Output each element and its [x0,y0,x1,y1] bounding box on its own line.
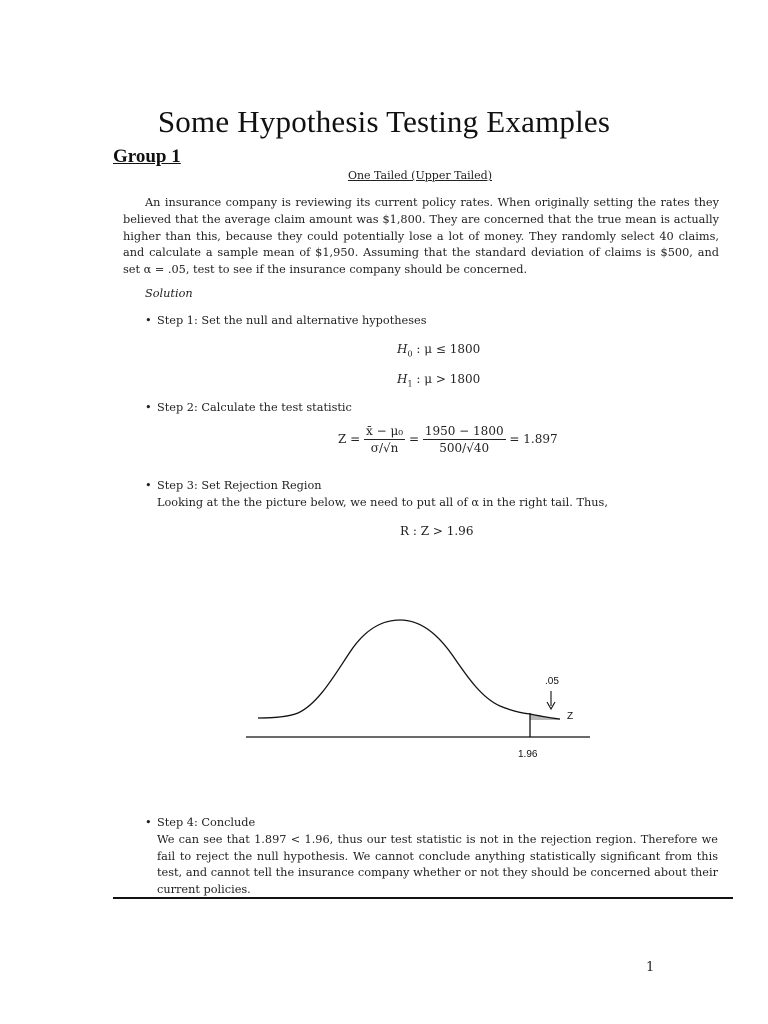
problem-paragraph: An insurance company is reviewing its current policy rates. When originally setting the rates they believed that the average claim amount was $1,800. They are concerned that the true mean is actually higher than this, because they could potentially lose a lot of money. They randomly select 40 claims, and calculate a sample mean of $1,950. Assuming that the standard deviation of claims is $500, and set α = .05, test to see if the insurance company should be concerned. [123,196,719,277]
equals-sign: = [408,432,419,446]
h0-expression: : μ ≤ 1800 [412,342,481,356]
bullet: • [145,479,152,492]
page-title: Some Hypothesis Testing Examples [157,104,611,139]
test-statistic-formula [338,424,558,455]
values-numerator: 1950 − 1800 [424,424,504,438]
h1-symbol: H [397,372,408,386]
step-4-detail: We can see that 1.897 < 1.96, thus our test statistic is not in the rejection region. Therefore we fail to reject the null hypothesis. We cannot conclude anything statistically significant from this test, and cannot tell the insurance company whether or not they should be concerned about their current policies. [157,832,718,897]
group-heading: Group 1 [113,146,181,167]
null-hypothesis [397,342,480,358]
bullet: • [145,401,152,414]
h1-subscript: 1 [407,379,413,389]
normal-distribution-curve [258,620,560,719]
step-4 [145,815,718,899]
values-fraction [423,424,506,455]
step-1 [145,313,427,330]
z-symbol: Z = [338,432,361,446]
step-1-text: Step 1: Set the null and alternative hypotheses [157,314,427,327]
critical-value-label: 1.96 [518,749,538,760]
h0-symbol: H [397,342,408,356]
formula-fraction [364,424,405,455]
statistic-result: = 1.897 [509,432,558,446]
step-4-text: Step 4: Conclude [157,816,256,829]
alpha-label: .05 [545,676,559,687]
page-number: 1 [646,960,655,975]
step-3 [145,478,608,512]
values-denominator: 500/√40 [439,441,490,455]
bullet: • [145,816,152,829]
alternative-hypothesis [397,372,480,388]
step-3-detail: Looking at the the picture below, we need to put all of α in the right tail. Thus, [157,495,608,509]
rejection-region: R : Z > 1.96 [400,524,474,538]
z-axis-label: Z [567,711,574,722]
step-2-text: Step 2: Calculate the test statistic [157,401,352,414]
step-3-text: Step 3: Set Rejection Region [157,479,322,492]
h1-expression: : μ > 1800 [412,372,481,386]
formula-numerator: x̄ − μ₀ [366,424,404,438]
footer-rule [113,897,733,899]
formula-denominator: σ/√n [370,441,399,455]
solution-label: Solution [145,287,193,300]
normal-curve-figure [0,600,768,770]
h0-subscript: 0 [407,349,413,359]
section-subtitle: One Tailed (Upper Tailed) [347,169,493,182]
step-2 [145,400,352,417]
bullet: • [145,314,152,327]
